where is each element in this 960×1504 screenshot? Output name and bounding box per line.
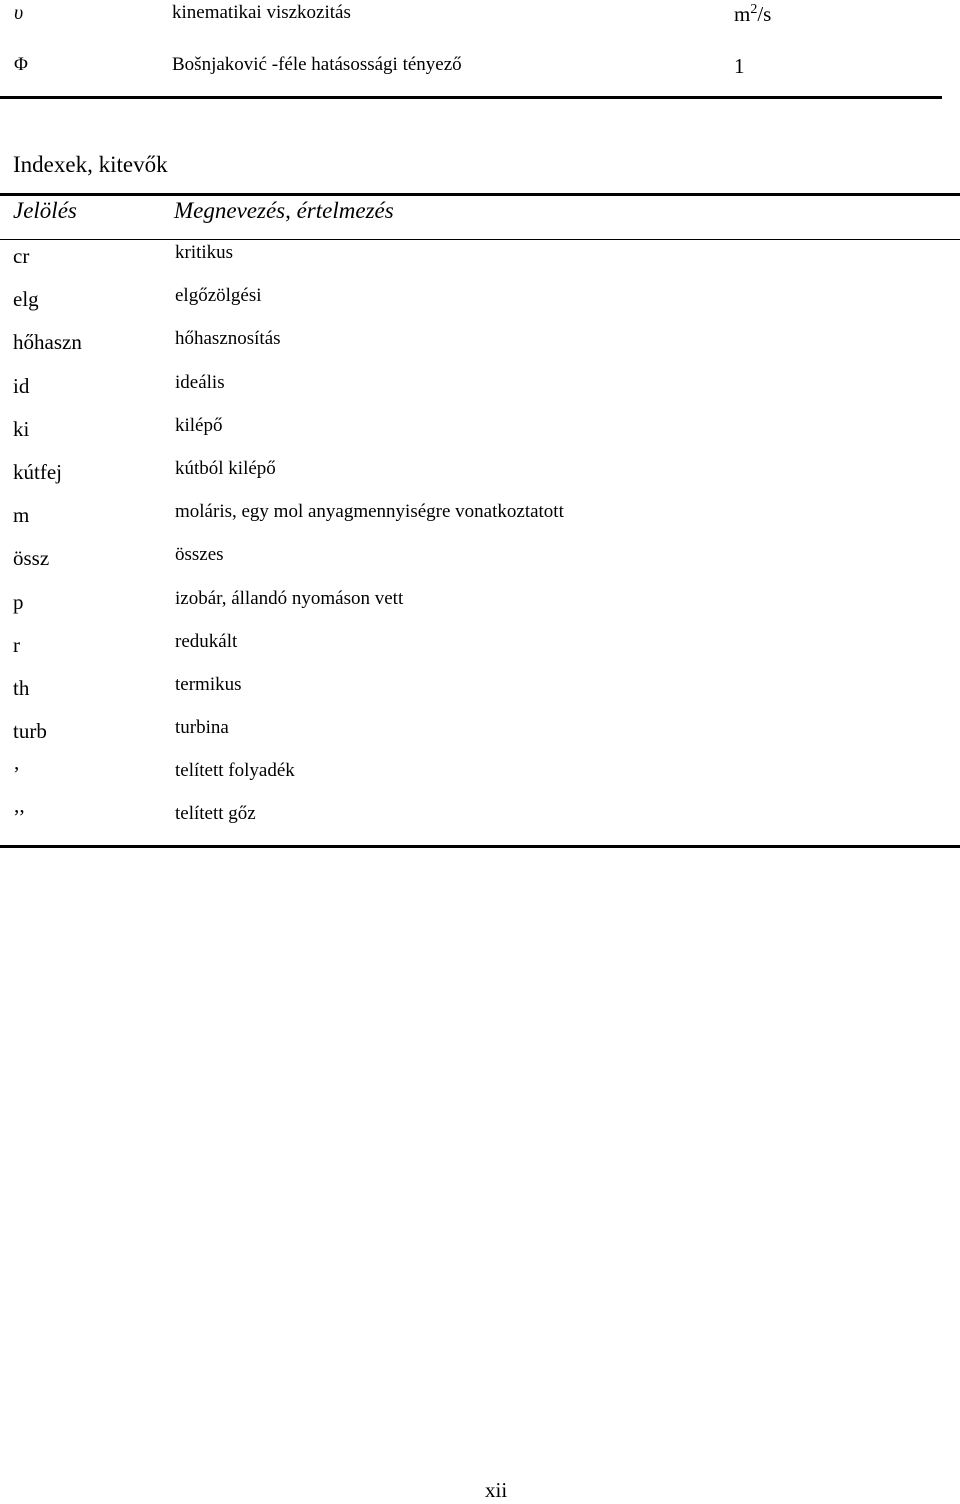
meaning-cell: izobár, állandó nyomáson vett [175, 587, 404, 609]
table-row [0, 370, 960, 413]
symbol-cell: ki [13, 416, 30, 441]
symbol-cell: ’ [13, 762, 20, 787]
table-row [0, 629, 960, 672]
meaning-cell: moláris, egy mol anyagmennyiségre vonatkoztatott [175, 501, 564, 523]
meaning-cell: telített folyadék [175, 760, 295, 782]
index-table-body [0, 240, 960, 845]
unit-cell: 1 [734, 54, 745, 78]
table-row [0, 456, 960, 499]
table-row [0, 801, 960, 844]
meaning-cell: kútból kilépő [175, 457, 276, 479]
table-row [0, 413, 960, 456]
table-row [0, 283, 960, 326]
symbol-cell: id [13, 373, 30, 398]
top-table-row [0, 2, 960, 42]
section-title: Indexek, kitevők [13, 152, 168, 177]
table-row [0, 499, 960, 542]
description-cell: kinematikai viszkozitás [172, 2, 351, 23]
meaning-cell: turbina [175, 717, 229, 739]
table-row [0, 326, 960, 369]
meaning-cell: ideális [175, 371, 225, 393]
symbol-cell: ’’ [13, 805, 26, 830]
description-cell: Bošnjaković -féle hatásossági tényező [172, 54, 462, 75]
column-header-symbol: Jelölés [13, 198, 77, 223]
meaning-cell: elgőzölgési [175, 285, 262, 307]
table-row [0, 542, 960, 585]
symbol-cell: Φ [14, 54, 28, 75]
symbol-cell: cr [13, 244, 30, 268]
meaning-cell: termikus [175, 673, 242, 695]
symbol-cell: turb [13, 719, 47, 744]
table-row [0, 715, 960, 758]
meaning-cell: hőhasznosítás [175, 328, 281, 350]
symbol-cell: össz [13, 546, 50, 571]
unit-cell [734, 2, 771, 27]
table-end-rule [0, 845, 960, 848]
top-table-row [0, 54, 960, 94]
table-bottom-rule [0, 96, 942, 99]
table-row [0, 586, 960, 629]
symbol-cell: r [13, 632, 20, 657]
column-header-meaning: Megnevezés, értelmezés [174, 198, 394, 223]
unit-rest: /s [757, 2, 772, 26]
page-number: xii [485, 1478, 508, 1502]
symbol-cell: hőhaszn [13, 330, 82, 355]
meaning-cell: kritikus [175, 242, 234, 263]
meaning-cell: összes [175, 544, 224, 566]
meaning-cell: redukált [175, 630, 238, 652]
table-row [0, 672, 960, 715]
meaning-cell: kilépő [175, 414, 223, 436]
unit-base: m [734, 2, 751, 26]
symbol-cell: elg [13, 287, 39, 312]
symbol-cell: υ [14, 2, 24, 24]
table-top-rule [0, 193, 960, 196]
symbol-cell: m [13, 503, 30, 528]
symbol-cell: kútfej [13, 459, 62, 484]
table-row [0, 240, 960, 283]
unit-exponent: 2 [750, 2, 758, 17]
symbol-cell: p [13, 589, 24, 614]
table-row [0, 758, 960, 801]
meaning-cell: telített gőz [175, 803, 256, 825]
symbol-cell: th [13, 675, 30, 700]
